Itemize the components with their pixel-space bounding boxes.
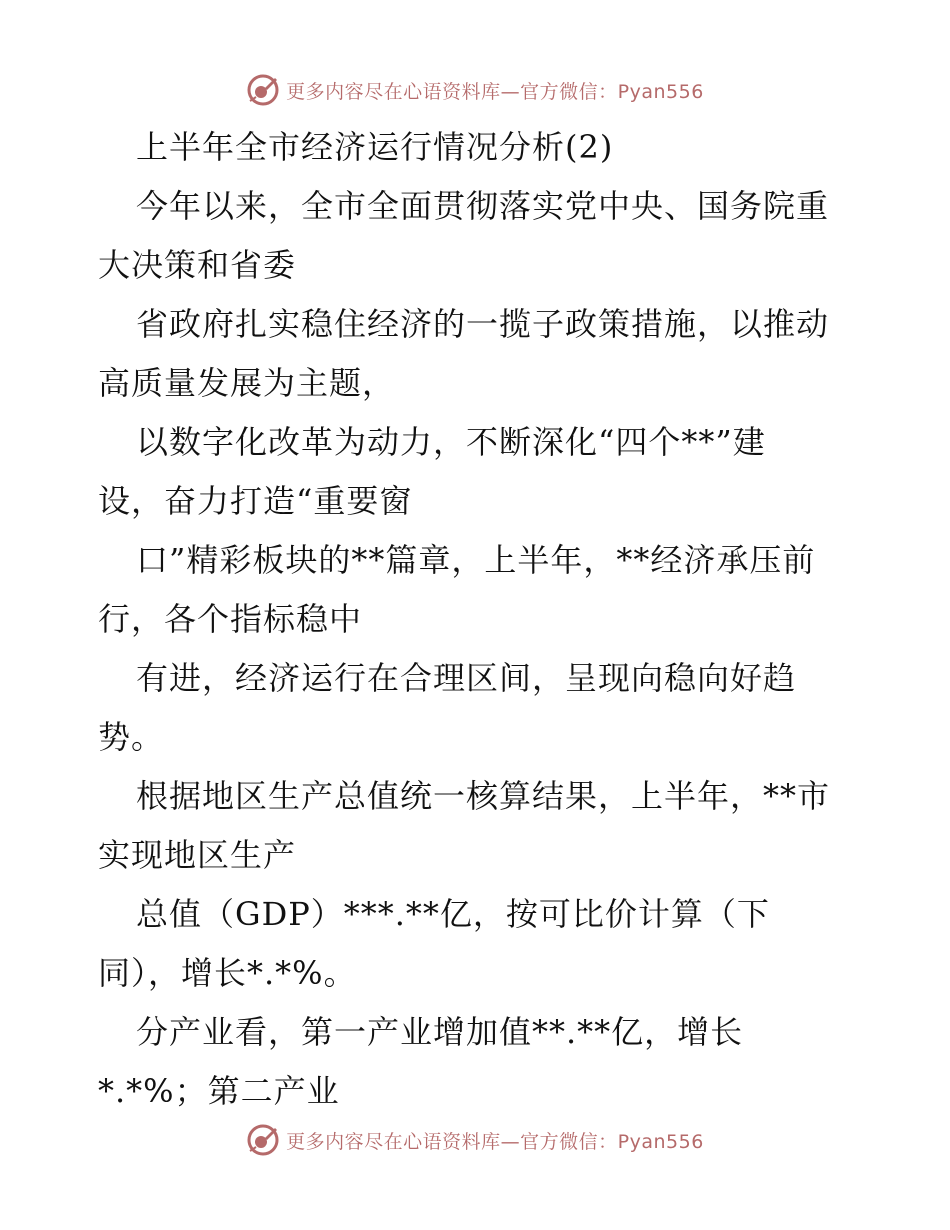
footer-watermark-text: 更多内容尽在心语资料库—官方微信：Pyan556 — [286, 1130, 704, 1153]
paragraph-line: 以数字化改革为动力，不断深化“四个**”建 — [136, 423, 766, 461]
header-watermark-banner — [0, 68, 950, 112]
header-watermark-text: 更多内容尽在心语资料库—官方微信：Pyan556 — [286, 80, 704, 103]
paragraph-line: 同），增长*.*%。 — [98, 954, 357, 992]
paragraph-line: 大决策和省委 — [98, 246, 297, 284]
paragraph-line: *.*%；第二产业 — [98, 1072, 340, 1110]
paragraph-line: 分产业看，第一产业增加值**.**亿，增长 — [136, 1013, 744, 1051]
paragraph-line: 行，各个指标稳中 — [98, 600, 363, 638]
paragraph-line: 实现地区生产 — [98, 836, 297, 874]
paragraph-line: 今年以来，全市全面贯彻落实党中央、国务院重 — [136, 187, 830, 225]
paragraph-line: 有进，经济运行在合理区间，呈现向稳向好趋 — [136, 659, 797, 697]
paragraph-line: 设，奋力打造“重要窗 — [98, 482, 413, 520]
paragraph-line: 总值（GDP）***.**亿，按可比价计算（下 — [136, 895, 770, 933]
paragraph-line: 势。 — [98, 718, 165, 756]
paragraph-line: 口”精彩板块的**篇章，上半年，**经济承压前 — [136, 541, 816, 579]
document-body — [98, 118, 858, 1121]
document-title: 上半年全市经济运行情况分析(2) — [136, 128, 614, 166]
paragraph-line: 省政府扎实稳住经济的一揽子政策措施，以推动 — [136, 305, 830, 343]
quill-seal-icon — [246, 73, 280, 107]
quill-seal-icon — [246, 1123, 280, 1157]
paragraph-line: 根据地区生产总值统一核算结果，上半年，**市 — [136, 777, 831, 815]
paragraph-line: 高质量发展为主题， — [98, 364, 396, 402]
footer-watermark-banner — [0, 1118, 950, 1162]
